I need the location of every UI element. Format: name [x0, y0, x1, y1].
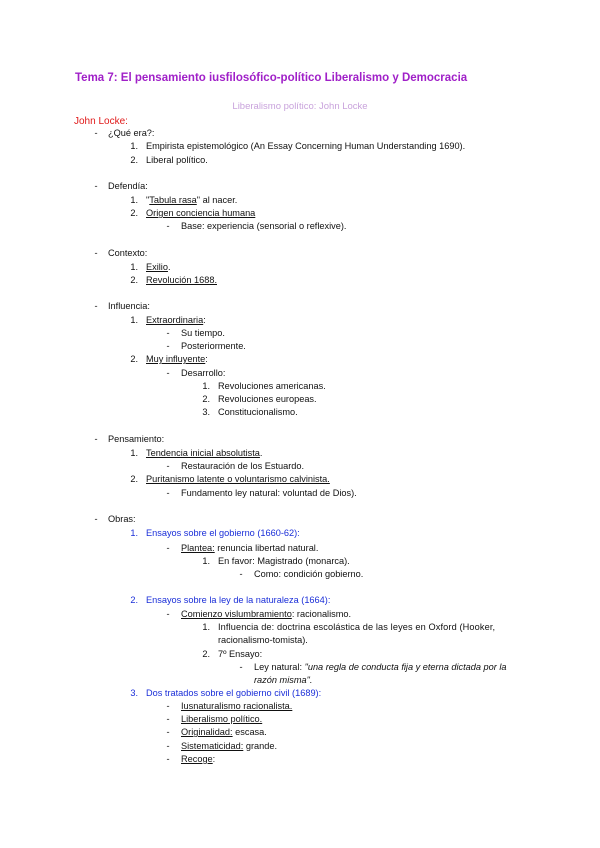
list-item-text: En favor: Magistrado (monarca).	[218, 556, 350, 566]
quote-continuation: razón misma".	[254, 675, 313, 685]
list-item-text: Revoluciones americanas.	[218, 381, 326, 391]
bullet-dash: -	[166, 714, 170, 724]
list-number: 2.	[130, 595, 138, 605]
list-number: 2.	[130, 275, 138, 285]
sub-item-text	[181, 701, 292, 712]
italic-quote: "una regla de conducta fija y eterna dictada por la	[304, 662, 507, 672]
list-item-text	[146, 354, 208, 365]
bullet-dash: -	[166, 727, 170, 737]
document-subtitle: Liberalismo político: John Locke	[232, 101, 368, 112]
bullet-dash: -	[166, 328, 170, 338]
bullet-dash: -	[239, 662, 243, 672]
work-title: Ensayos sobre el gobierno (1660-62):	[146, 528, 300, 538]
bullet-dash: -	[166, 754, 170, 764]
bullet-dash: -	[166, 341, 170, 351]
bullet-dash: -	[166, 221, 170, 231]
bullet-dash: -	[94, 514, 98, 524]
list-number: 2.	[202, 649, 210, 659]
author-heading: John Locke:	[74, 116, 128, 127]
bullet-dash: -	[166, 461, 170, 471]
text-rest: escasa.	[232, 727, 267, 737]
underlined-term: Iusnaturalismo racionalista.	[181, 701, 293, 711]
sub-item-text: Posteriormente.	[181, 341, 246, 351]
list-item-text	[146, 262, 171, 273]
underlined-term: Puritanismo latente o voluntarismo calvinista.	[146, 474, 330, 484]
list-item-text: 7º Ensayo:	[218, 649, 263, 659]
bullet-dash: -	[94, 434, 98, 444]
text-rest: .	[167, 262, 171, 272]
bullet-dash: -	[166, 609, 170, 619]
list-item-text: Revoluciones europeas.	[218, 394, 317, 404]
text-rest: grande.	[243, 741, 278, 751]
list-number: 2.	[130, 354, 138, 364]
bullet-dash: -	[239, 569, 243, 579]
section-label: Influencia:	[108, 301, 150, 311]
list-item-text: Influencia de: doctrina escolástica de las leyes en Oxford (Hooker,	[218, 622, 496, 632]
underlined-term: Originalidad:	[181, 727, 233, 737]
list-number: 1.	[130, 528, 138, 538]
text-rest: .	[259, 448, 263, 458]
underlined-term: Recoge	[181, 754, 213, 764]
sub-item-text: Base: experiencia (sensorial o reflexive).	[181, 221, 347, 231]
bullet-dash: -	[94, 301, 98, 311]
section-label: Defendía:	[108, 181, 148, 191]
underlined-term: Plantea:	[181, 543, 215, 553]
bullet-dash: -	[166, 368, 170, 378]
list-number: 1.	[130, 262, 138, 272]
text-rest: :	[203, 315, 206, 325]
list-number: 1.	[130, 315, 138, 325]
list-item-text: Empirista epistemológico (An Essay Concerning Human Understanding 1690).	[146, 141, 466, 151]
text-rest: " al nacer.	[196, 195, 238, 205]
bullet-dash: -	[94, 248, 98, 258]
list-number: 1.	[202, 622, 210, 632]
list-number: 1.	[202, 381, 210, 391]
list-number: 2.	[130, 155, 138, 165]
list-number: 2.	[202, 394, 210, 404]
text-rest: :	[205, 354, 208, 364]
sub-item-text	[181, 609, 351, 620]
bullet-dash: -	[166, 488, 170, 498]
underlined-term: Tendencia inicial absolutista	[146, 448, 260, 458]
sub-item-text: Fundamento ley natural: voluntad de Dios).	[181, 488, 357, 498]
text-rest: :	[212, 754, 216, 764]
list-item-continuation: racionalismo-tomista).	[218, 635, 308, 645]
sub-item-text: Restauración de los Estuardo.	[181, 461, 305, 471]
list-item-text	[146, 195, 237, 206]
bullet-dash: -	[166, 741, 170, 751]
bullet-dash: -	[166, 701, 170, 711]
sub-item-text: Desarrollo:	[181, 368, 226, 378]
text-rest: renuncia libertad natural.	[214, 543, 319, 553]
underlined-term: Liberalismo político.	[181, 714, 263, 724]
underlined-term: Tabula rasa	[149, 195, 197, 205]
sub-item-text	[181, 714, 262, 725]
text-prefix: Ley natural:	[254, 662, 305, 672]
list-number: 2.	[130, 208, 138, 218]
section-label: ¿Qué era?:	[108, 128, 155, 138]
quote-mark: "	[146, 195, 150, 205]
work-title: Dos tratados sobre el gobierno civil (1689):	[146, 688, 322, 698]
sub-item-text	[181, 741, 277, 752]
list-item-text: Liberal político.	[146, 155, 208, 165]
list-number: 2.	[130, 474, 138, 484]
list-number: 3.	[202, 407, 210, 417]
work-title: Ensayos sobre la ley de la naturaleza (1664):	[146, 595, 331, 605]
sub-item-text: Su tiempo.	[181, 328, 225, 338]
underlined-term: Sistematicidad:	[181, 741, 244, 751]
sub-item-text	[254, 662, 507, 673]
underlined-term: Muy influyente	[146, 354, 206, 364]
section-label: Pensamiento:	[108, 434, 165, 444]
section-label: Obras:	[108, 514, 136, 524]
underlined-term: Extraordinaria	[146, 315, 204, 325]
list-number: 1.	[130, 141, 138, 151]
underlined-term: Comienzo vislumbramiento	[181, 609, 292, 619]
sub-item-text	[181, 543, 318, 554]
bullet-dash: -	[166, 543, 170, 553]
list-number: 1.	[130, 195, 138, 205]
sub-item-text: Como: condición gobierno.	[254, 569, 364, 579]
list-item-text: Constitucionalismo.	[218, 407, 298, 417]
document-title: Tema 7: El pensamiento iusfilosófico-político Liberalismo y Democracia	[75, 72, 468, 84]
section-label: Contexto:	[108, 248, 148, 258]
list-number: 3.	[130, 688, 138, 698]
underlined-term: Revolución 1688.	[146, 275, 217, 285]
underlined-term: Origen conciencia humana	[146, 208, 256, 218]
underlined-term: Exilio	[146, 262, 168, 272]
bullet-dash: -	[94, 181, 98, 191]
list-number: 1.	[202, 556, 210, 566]
bullet-dash: -	[94, 128, 98, 138]
list-item-text	[146, 448, 262, 459]
text-rest: : racionalismo.	[291, 609, 352, 619]
sub-item-text	[181, 754, 215, 765]
sub-item-text	[181, 727, 267, 738]
list-item-text	[146, 315, 206, 326]
list-number: 1.	[130, 448, 138, 458]
